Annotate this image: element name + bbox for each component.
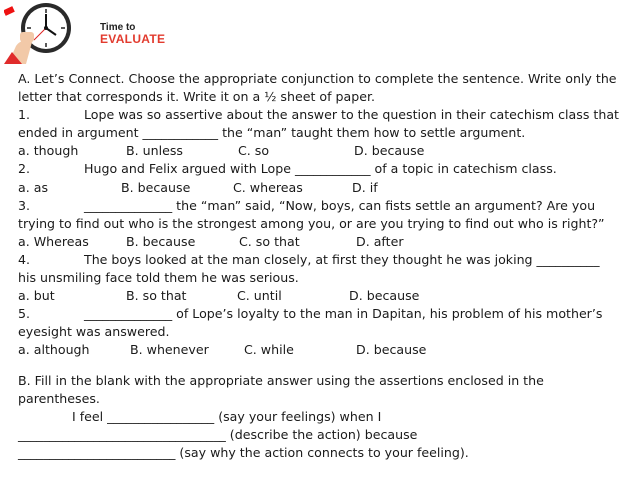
question-3 [18,197,630,215]
q3-option-b: B. because [126,233,196,249]
q2-number: 2. [18,161,31,177]
q4-number: 4. [18,251,31,267]
badge-line2: EVALUATE [100,32,166,46]
q4-line1: The boys looked at the man closely, at first they thought he was joking __________ [84,251,600,267]
q4-option-a: a. but [18,288,55,304]
section-b-instruction-2: parentheses. [18,390,100,406]
q1-option-d: D. because [354,143,425,159]
q4-option-d: D. because [349,288,420,304]
section-a-instruction-2: letter that corresponds it. Write it on a ½ sheet of paper. [18,89,376,105]
q1-options [18,142,630,160]
q5-option-c: C. while [244,342,294,358]
fill-blank-line-2: _________________________________ (describe the action) because [18,426,418,442]
q2-options [18,179,630,197]
q5-number: 5. [18,306,31,322]
q3-line1: ______________ the “man” said, “Now, boys, can fists settle an argument? Are you [84,197,596,213]
q4-line2: his unsmiling face told them he was serious. [18,270,299,286]
question-1 [18,106,630,124]
q1-option-b: B. unless [126,143,183,159]
q4-option-b: B. so that [126,288,187,304]
q3-option-d: D. after [356,233,404,249]
q2-option-c: C. whereas [233,179,303,195]
q1-line2: ended in argument ____________ the “man” taught them how to settle argument. [18,125,526,141]
q2-option-b: B. because [121,179,191,195]
q5-line1: ______________ of Lope’s loyalty to the man in Dapitan, his problem of his mother’s [84,306,603,322]
q2-line1: Hugo and Felix argued with Lope ____________ of a topic in catechism class. [84,161,557,177]
q2-option-d: D. if [352,179,378,195]
badge-line1: Time to [100,22,136,33]
q5-option-b: B. whenever [130,342,209,358]
clock-icon [4,2,96,64]
q3-option-a: a. Whereas [18,233,89,249]
q3-number: 3. [18,197,31,213]
clock-hand-illustration [4,2,96,64]
q4-option-c: C. until [237,288,282,304]
q1-number: 1. [18,107,31,123]
section-b-instruction-1: B. Fill in the blank with the appropriate answer using the assertions enclosed in the [18,372,544,388]
question-5 [18,305,630,323]
fill-blank-line-1: I feel _________________ (say your feelings) when I [72,408,382,424]
q3-line2: trying to find out who is the strongest among you, or are you trying to find out who is right?” [18,215,605,231]
fill-blank-line-3: _________________________ (say why the action connects to your feeling). [18,444,469,460]
q5-line2: eyesight was answered. [18,324,170,340]
q5-option-d: D. because [356,342,427,358]
q2-option-a: a. as [18,179,49,195]
worksheet-content [18,70,630,462]
section-a-instruction-1: A. Let’s Connect. Choose the appropriate conjunction to complete the sentence. Write only the [18,71,617,86]
question-2 [18,160,630,178]
q1-line1: Lope was so assertive about the answer to the question in their catechism class that [84,107,619,123]
question-4 [18,251,630,269]
q1-option-c: C. so [238,143,270,159]
q5-options [18,341,630,359]
evaluate-badge [100,22,165,46]
header [4,2,204,64]
q3-option-c: C. so that [239,233,300,249]
q3-options [18,233,630,251]
q5-option-a: a. although [18,342,90,358]
q4-options [18,287,630,305]
q1-option-a: a. though [18,143,79,159]
